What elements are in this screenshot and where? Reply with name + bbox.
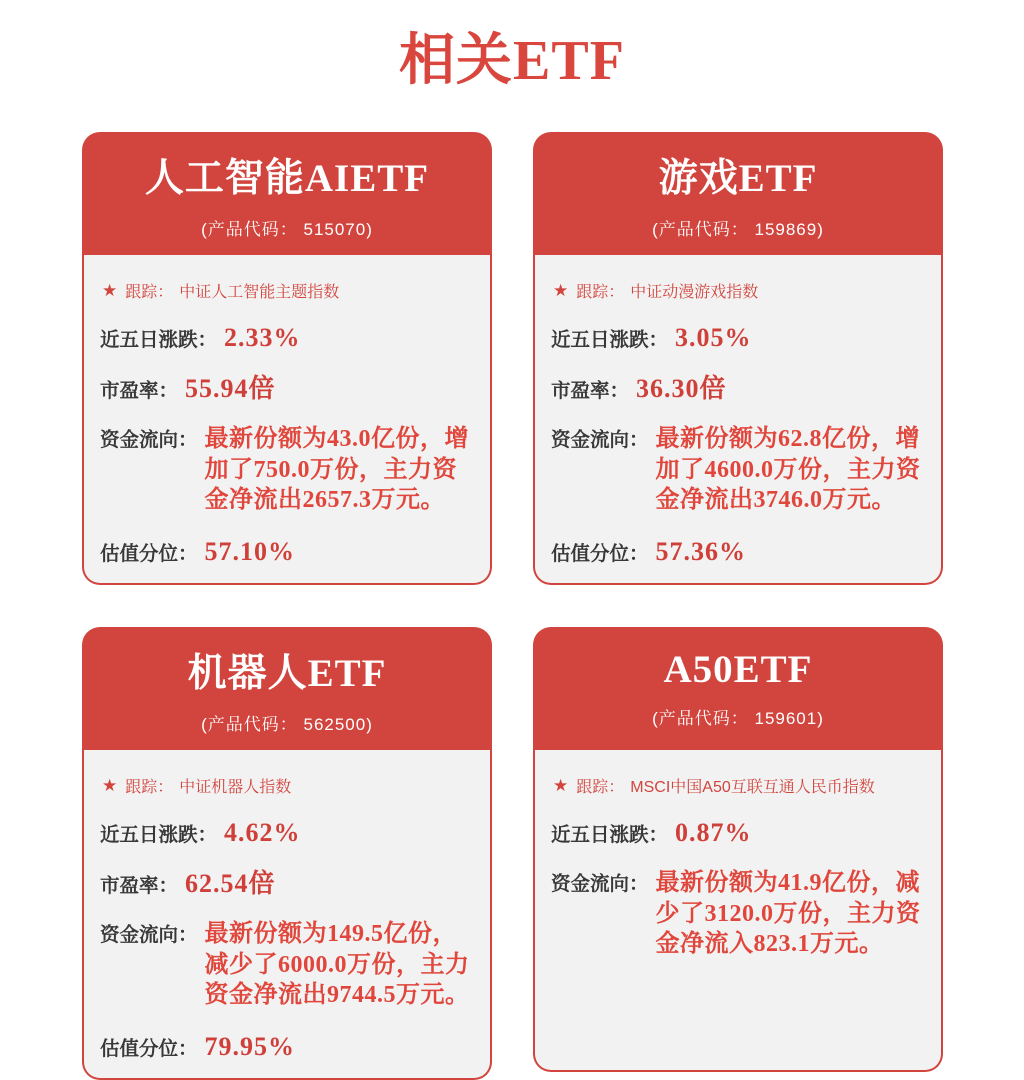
etf-card-header (533, 627, 943, 750)
etf-product-code: (产品代码： 515070) (201, 220, 373, 239)
valuation-value: 57.10% (204, 536, 296, 566)
five-day-label: 近五日涨跌： (100, 823, 218, 846)
fund-flow-value: 最新份额为43.0亿份，增加了750.0万份，主力资金净流出2657.3万元。 (204, 426, 470, 514)
track-row (100, 279, 474, 302)
star-icon: ★ (102, 775, 118, 795)
five-day-label: 近五日涨跌： (551, 823, 669, 846)
etf-card-body (533, 255, 943, 585)
valuation-label: 估值分位： (100, 542, 198, 565)
valuation-row (100, 536, 474, 567)
fund-flow-row (551, 424, 925, 515)
track-label: 跟踪： (576, 284, 625, 301)
track-row (551, 279, 925, 302)
track-row (551, 774, 925, 797)
etf-card-body (82, 255, 492, 585)
track-label: 跟踪： (576, 778, 625, 796)
etf-name: A50ETF (663, 648, 813, 692)
five-day-label: 近五日涨跌： (551, 329, 669, 351)
pe-label: 市盈率： (100, 380, 179, 403)
five-day-row (551, 322, 925, 353)
fund-flow-value: 最新份额为149.5亿份，减少了6000.0万份，主力资金净流出9744.5万元。 (204, 921, 470, 1009)
track-index: 中证机器人指数 (179, 778, 292, 796)
valuation-label: 估值分位： (551, 542, 649, 565)
fund-flow-label: 资金流向： (551, 429, 649, 452)
five-day-value: 4.62% (224, 817, 301, 847)
etf-card-aietf (82, 132, 492, 585)
etf-card-header (82, 132, 492, 255)
etf-card-a50 (533, 627, 943, 1080)
valuation-value: 79.95% (204, 1031, 296, 1061)
pe-value: 62.54倍 (185, 869, 276, 899)
five-day-row (100, 322, 474, 353)
track-index: 中证人工智能主题指数 (179, 284, 340, 301)
etf-cards-grid (82, 132, 943, 1080)
five-day-row (100, 817, 474, 848)
star-icon: ★ (102, 281, 118, 300)
pe-row (100, 868, 474, 899)
etf-product-code: (产品代码： 159601) (652, 709, 824, 729)
pe-label: 市盈率： (100, 875, 179, 898)
fund-flow-label: 资金流向： (551, 873, 649, 896)
etf-product-code: (产品代码： 159869) (652, 220, 824, 239)
valuation-label: 估值分位： (100, 1037, 198, 1060)
fund-flow-label: 资金流向： (100, 924, 198, 947)
etf-card-header (82, 627, 492, 750)
fund-flow-label: 资金流向： (100, 429, 198, 452)
star-icon: ★ (553, 775, 569, 795)
etf-name: 机器人ETF (187, 651, 387, 695)
fund-flow-row (100, 919, 474, 1010)
etf-card-robot (82, 627, 492, 1080)
etf-card-header (533, 132, 943, 255)
five-day-value: 2.33% (224, 323, 301, 352)
page-title: 相关ETF (399, 30, 625, 92)
fund-flow-row (100, 424, 474, 515)
etf-card-body (82, 750, 492, 1080)
etf-name: 游戏ETF (658, 157, 818, 200)
fund-flow-value: 最新份额为62.8亿份，增加了4600.0万份，主力资金净流出3746.0万元。 (655, 426, 921, 514)
valuation-row (551, 536, 925, 567)
etf-product-code: (产品代码： 562500) (201, 714, 373, 734)
pe-row (100, 373, 474, 404)
etf-card-body (533, 750, 943, 1072)
track-label: 跟踪： (125, 284, 174, 301)
etf-name: 人工智能AIETF (144, 157, 430, 200)
pe-label: 市盈率： (551, 380, 630, 403)
pe-value: 55.94倍 (185, 374, 276, 404)
pe-row (551, 373, 925, 404)
track-index: MSCI中国A50互联互通人民币指数 (630, 778, 875, 796)
track-label: 跟踪： (125, 778, 174, 796)
etf-card-game (533, 132, 943, 585)
five-day-value: 0.87% (675, 817, 752, 847)
five-day-value: 3.05% (675, 323, 752, 352)
track-index: 中证动漫游戏指数 (630, 284, 759, 301)
pe-value: 36.30倍 (636, 374, 727, 404)
track-row (100, 774, 474, 797)
star-icon: ★ (553, 281, 569, 300)
valuation-value: 57.36% (655, 536, 747, 566)
five-day-label: 近五日涨跌： (100, 329, 218, 351)
five-day-row (551, 817, 925, 848)
fund-flow-value: 最新份额为41.9亿份，减少了3120.0万份，主力资金净流入823.1万元。 (655, 870, 921, 958)
fund-flow-row (551, 868, 925, 959)
valuation-row (100, 1031, 474, 1062)
